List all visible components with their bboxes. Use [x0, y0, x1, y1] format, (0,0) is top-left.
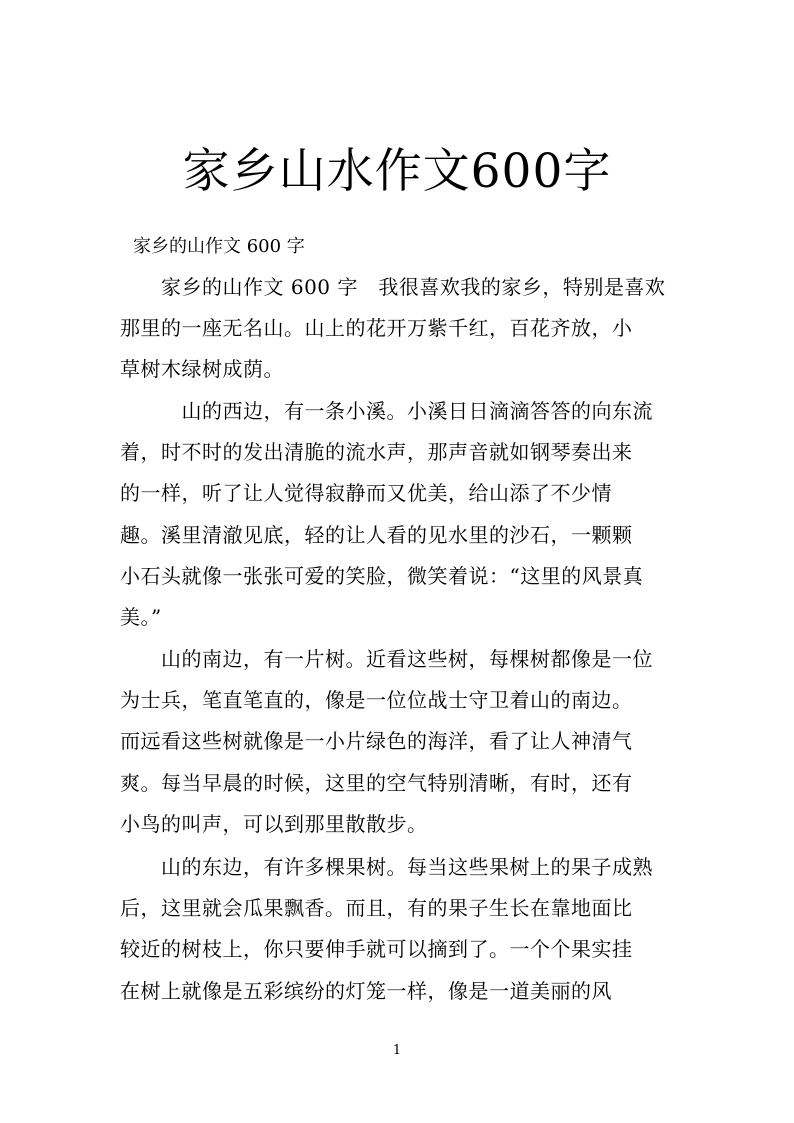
body-line: 小石头就像一张张可爱的笑脸，微笑着说：“这里的风景真: [120, 564, 644, 588]
body-line: 趣。溪里清澈见底，轻的让人看的见水里的沙石，一颗颗: [120, 523, 633, 547]
body-line: 山的西边，有一条小溪。小溪日日滴滴答答的向东流: [120, 399, 653, 423]
body-line: 草树木绿树成荫。: [120, 357, 284, 381]
body-line: 那里的一座无名山。山上的花开万紫千红，百花齐放，小: [120, 316, 633, 340]
document-title: 家乡山水作文600字: [182, 144, 612, 199]
body-line: 为士兵，笔直笔直的，像是一位位战士守卫着山的南边。: [120, 688, 633, 712]
body-line: 山的南边，有一片树。近看这些树，每棵树都像是一位: [120, 647, 653, 671]
body-line: 着，时不时的发出清脆的流水声，那声音就如钢琴奏出来: [120, 440, 633, 464]
body-line: 后，这里就会瓜果飘香。而且，有的果子生长在靠地面比: [120, 896, 633, 920]
body-line: 在树上就像是五彩缤纷的灯笼一样，像是一道美丽的风: [120, 979, 612, 1003]
document-subtitle: 家乡的山作文 600 字: [133, 236, 305, 257]
body-line: 的一样，听了让人觉得寂静而又优美，给山添了不少情: [120, 481, 612, 505]
body-line: 而远看这些树就像是一小片绿色的海洋，看了让人神清气: [120, 729, 633, 753]
body-line: 较近的树枝上，你只要伸手就可以摘到了。一个个果实挂: [120, 937, 633, 961]
body-line: 小鸟的叫声，可以到那里散散步。: [120, 812, 428, 836]
body-line: 山的东边，有许多棵果树。每当这些果树上的果子成熟: [120, 855, 653, 879]
page-number: 1: [392, 1043, 402, 1058]
body-line: 爽。每当早晨的时候，这里的空气特别清晰，有时，还有: [120, 771, 633, 795]
body-line: 美。”: [120, 605, 162, 629]
body-line: 家乡的山作文 600 字 我很喜欢我的家乡，特别是喜欢: [120, 275, 666, 299]
